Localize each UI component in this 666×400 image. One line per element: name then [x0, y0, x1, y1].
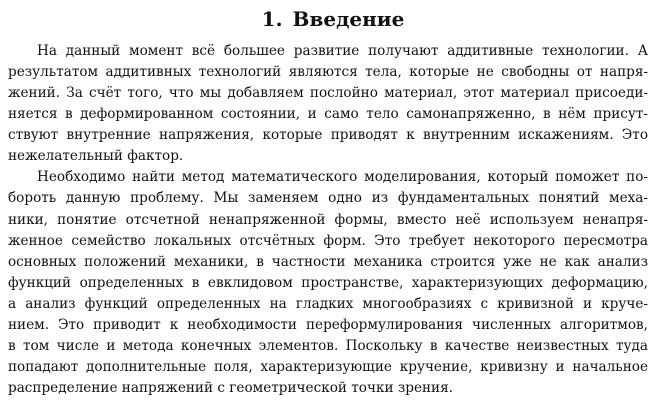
text-line: На данный момент всё большее развитие получают аддитивные технологии. А	[37, 43, 648, 59]
text-line: нежелательный фактор.	[8, 148, 184, 165]
text-line: ствуют внутренние напряжения, которые приводят к внутренним искажениям. Это	[8, 127, 648, 144]
section-number: 1.	[261, 7, 283, 31]
text-line: результатом аддитивных технологий являются тела, которые не свободны от напря-	[8, 64, 648, 81]
section-heading	[0, 7, 666, 31]
text-line: женное семейство локальных отсчётных форм. Это требует некоторого пересмотра	[8, 232, 648, 249]
text-line: няется в деформированном состоянии, и само тело самонапряженно, в нём присут-	[8, 106, 648, 123]
text-line: бороть данную проблему. Мы заменяем одно из фундаментальных понятий меха-	[8, 190, 648, 207]
text-line: попадают дополнительные поля, характеризующие кручение, кривизну и начальное	[8, 358, 648, 375]
text-line: основных положений механики, в частности механика строится уже не как анализ	[8, 253, 648, 270]
text-line: Необходимо найти метод математического моделирования, который поможет по-	[37, 169, 648, 186]
text-line: ники, понятие отсчетной ненапряженной формы, вместо неё используем ненапря-	[8, 211, 648, 228]
text-line: функций определенных в евклидовом пространстве, характеризующих деформацию,	[8, 274, 648, 291]
text-line: нием. Это приводит к необходимости переформулирования численных алгоритмов,	[8, 316, 648, 333]
text-line: распределение напряжений с геометрической точки зрения.	[8, 380, 454, 396]
text-line: а анализ функций определенных на гладких многообразиях с кривизной и круче-	[8, 295, 648, 312]
text-line: в том числе и метода конечных элементов. Поскольку в качестве неизвестных туда	[8, 337, 648, 354]
section-title: Введение	[292, 7, 405, 31]
text-line: жений. За счёт того, что мы добавляем послойно материал, этот материал присоеди-	[8, 85, 648, 102]
